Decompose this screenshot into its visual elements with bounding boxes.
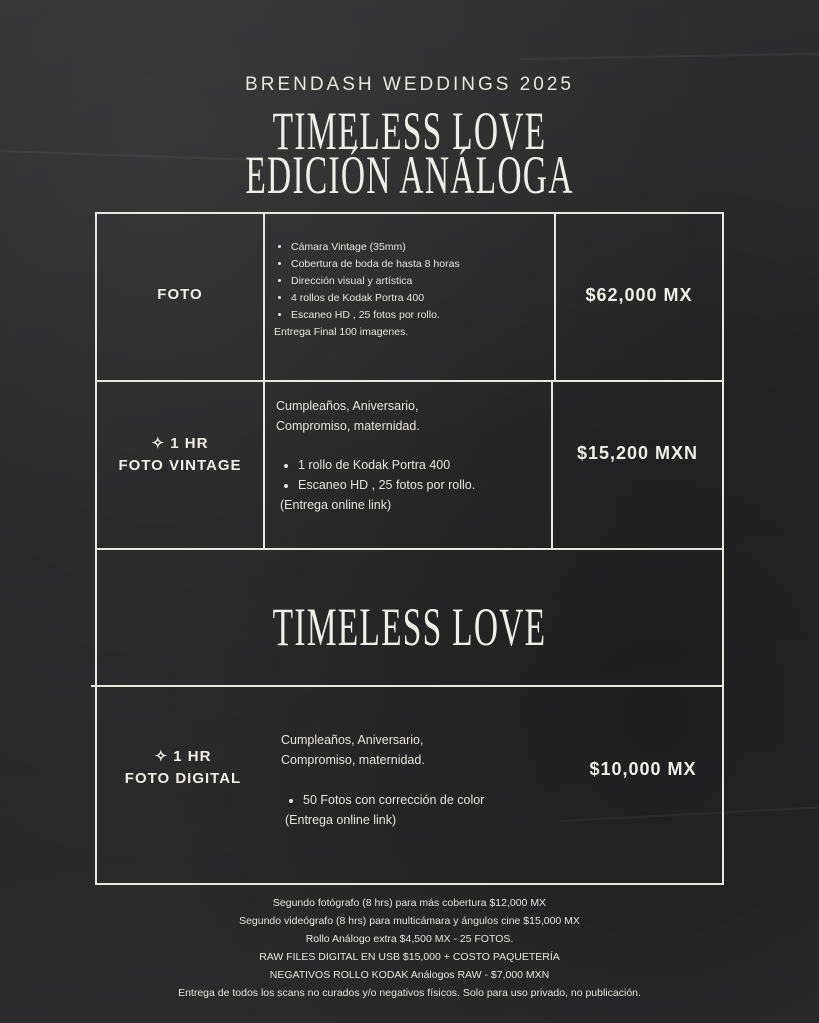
paper-crease	[560, 806, 819, 822]
package-price: $15,200 MXN	[576, 443, 699, 463]
feature-item: • Cámara Vintage (35mm)	[291, 239, 549, 256]
package-intro: Cumpleaños, Aniversario,	[276, 399, 419, 413]
duration-label: ✧ 1 HR	[154, 748, 212, 765]
package-intro: Compromiso, maternidad.	[276, 419, 420, 433]
package-label	[97, 433, 263, 477]
package-note: (Entrega online link)	[280, 498, 392, 512]
package-name: FOTO DIGITAL	[124, 770, 242, 787]
feature-item: • Dirección visual y artística	[291, 273, 549, 290]
brand-heading: BRENDASH WEDDINGS 2025	[245, 74, 574, 95]
feature-item: • Cobertura de boda de hasta 8 horas	[291, 256, 549, 273]
package-label: FOTO	[157, 286, 203, 303]
footer-line: Segundo videógrafo (8 hrs) para multicámara y ángulos cine $15,000 MX	[239, 915, 580, 927]
package-name: FOTO VINTAGE	[118, 457, 242, 474]
package-note: (Entrega online link)	[285, 813, 397, 827]
feature-item: • Escaneo HD , 25 fotos por rollo.	[291, 307, 549, 324]
feature-item: • 50 Fotos con corrección de color	[303, 790, 551, 810]
page-title-line2: EDICIÓN ANÁLOGA	[245, 145, 574, 205]
row-divider	[95, 380, 724, 382]
footer-line: Rollo Análogo extra $4,500 MX - 25 FOTOS.	[305, 933, 514, 945]
package-price: $62,000 MX	[585, 285, 693, 305]
row-divider	[95, 548, 724, 550]
column-divider	[263, 212, 265, 550]
feature-item: • 1 rollo de Kodak Portra 400	[298, 455, 548, 475]
package-label	[97, 746, 269, 790]
footer-notes	[0, 894, 819, 1002]
package-features	[276, 396, 548, 515]
package-note: Entrega Final 100 imagenes.	[274, 326, 409, 338]
package-price: $10,000 MX	[589, 759, 697, 779]
feature-item: • Escaneo HD , 25 fotos por rollo.	[298, 475, 548, 495]
package-intro: Compromiso, maternidad.	[281, 753, 425, 767]
package-intro: Cumpleaños, Aniversario,	[281, 733, 424, 747]
package-features	[281, 730, 551, 830]
page-title-line1: TIMELESS LOVE	[272, 101, 547, 161]
section-title: TIMELESS LOVE	[272, 597, 547, 657]
paper-crease	[520, 53, 819, 60]
footer-line: NEGATIVOS ROLLO KODAK Análogos RAW - $7,000 MXN	[269, 969, 550, 981]
table-border-top	[95, 212, 724, 214]
footer-line: Segundo fotógrafo (8 hrs) para más cobertura $12,000 MX	[272, 897, 547, 909]
footer-line: RAW FILES DIGITAL EN USB $15,000 + COSTO PAQUETERÍA	[259, 951, 560, 963]
duration-label: ✧ 1 HR	[151, 435, 209, 452]
column-divider	[551, 380, 553, 550]
feature-item: • 4 rollos de Kodak Portra 400	[291, 290, 549, 307]
footer-line: Entrega de todos los scans no curados y/o negativos físicos. Solo para uso privado, no publicación.	[178, 987, 641, 999]
row-divider	[91, 685, 722, 687]
table-border-bottom	[95, 883, 724, 885]
package-features	[274, 239, 549, 341]
